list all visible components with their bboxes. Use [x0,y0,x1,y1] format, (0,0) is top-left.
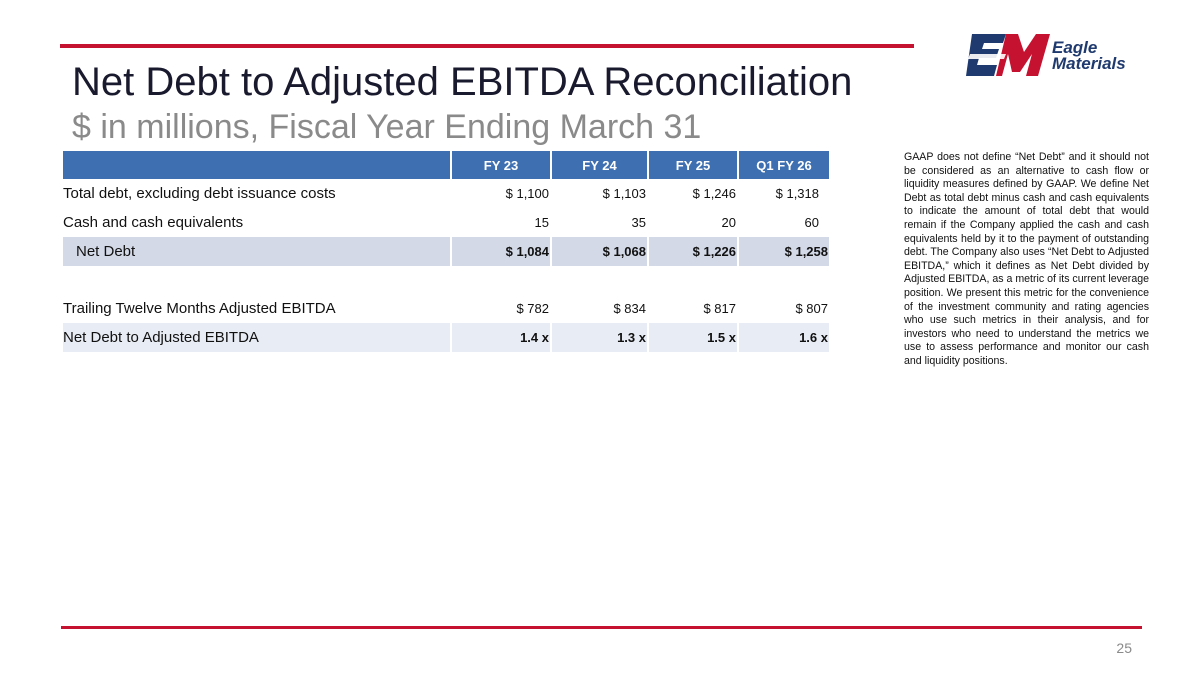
logo-wordmark [1052,40,1126,72]
cell-value: $ 1,226 [648,237,738,266]
row-label: Net Debt [63,237,451,266]
top-accent-rule [60,44,914,48]
logo-word-materials: Materials [1052,54,1126,73]
cell-value: $ 1,318 [738,179,829,208]
cell-value: 1.4 x [451,323,551,352]
page-number: 25 [1116,640,1132,656]
gaap-disclaimer-note: GAAP does not define “Net Debt” and it should not be considered as an alternative to cash flow or liquidity measures defined by GAAP. We define Net Debt as total debt minus cash and cash equivalents to indicate the amount of total debt that would remain if the Company applied the cash and cash equivalents held by it to the payment of outstanding debt. The Company also uses “Net Debt to Adjusted EBITDA,” which it defines as Net Debt divided by Adjusted EBITDA, as a metric of its current leverage position. We present this metric for the convenience of the investment community and rating agencies who use such metrics in their analysis, and for investors who need to understand the metrics we use to assess performance and monitor our cash and liquidity positions. [904,151,1149,367]
cell-value: 1.3 x [551,323,648,352]
cell-value: 20 [648,208,738,237]
row-label: Cash and cash equivalents [63,214,244,231]
cell-value: 15 [451,208,551,237]
cell-value: 1.5 x [648,323,738,352]
cell-value: $ 1,100 [451,179,551,208]
row-label: Trailing Twelve Months Adjusted EBITDA [63,300,336,317]
column-header-label [63,151,451,179]
cell-value: 35 [551,208,648,237]
cell-value: $ 1,103 [551,179,648,208]
column-header-fy23: FY 23 [451,151,551,179]
table-row-net-debt [63,237,829,266]
cell-value: $ 834 [551,294,648,323]
cell-value: 60 [738,208,829,237]
table-row-total-debt [63,179,829,208]
cell-value: $ 782 [451,294,551,323]
cell-value: $ 1,246 [648,179,738,208]
column-header-fy25: FY 25 [648,151,738,179]
eagle-materials-logo [966,32,1144,78]
page-title: Net Debt to Adjusted EBITDA Reconciliation [72,60,853,104]
cell-value: $ 807 [738,294,829,323]
table-row-ratio [63,323,829,352]
cell-value: $ 1,068 [551,237,648,266]
cell-value: $ 1,084 [451,237,551,266]
logo-word-eagle: Eagle [1052,38,1098,57]
table-header-row [63,151,829,179]
row-label: Total debt, excluding debt issuance costs [63,185,336,202]
cell-value: $ 817 [648,294,738,323]
page-subtitle: $ in millions, Fiscal Year Ending March 31 [72,108,702,146]
column-header-fy24: FY 24 [551,151,648,179]
reconciliation-table [63,151,829,352]
em-logo-icon [966,32,1050,78]
row-label: Net Debt to Adjusted EBITDA [63,323,451,352]
table-row-cash [63,208,829,237]
column-header-q1fy26: Q1 FY 26 [738,151,829,179]
cell-value: $ 1,258 [738,237,829,266]
table-row-ttm-ebitda [63,294,829,323]
table-spacer-row [63,266,829,294]
bottom-accent-rule [61,626,1142,629]
cell-value: 1.6 x [738,323,829,352]
